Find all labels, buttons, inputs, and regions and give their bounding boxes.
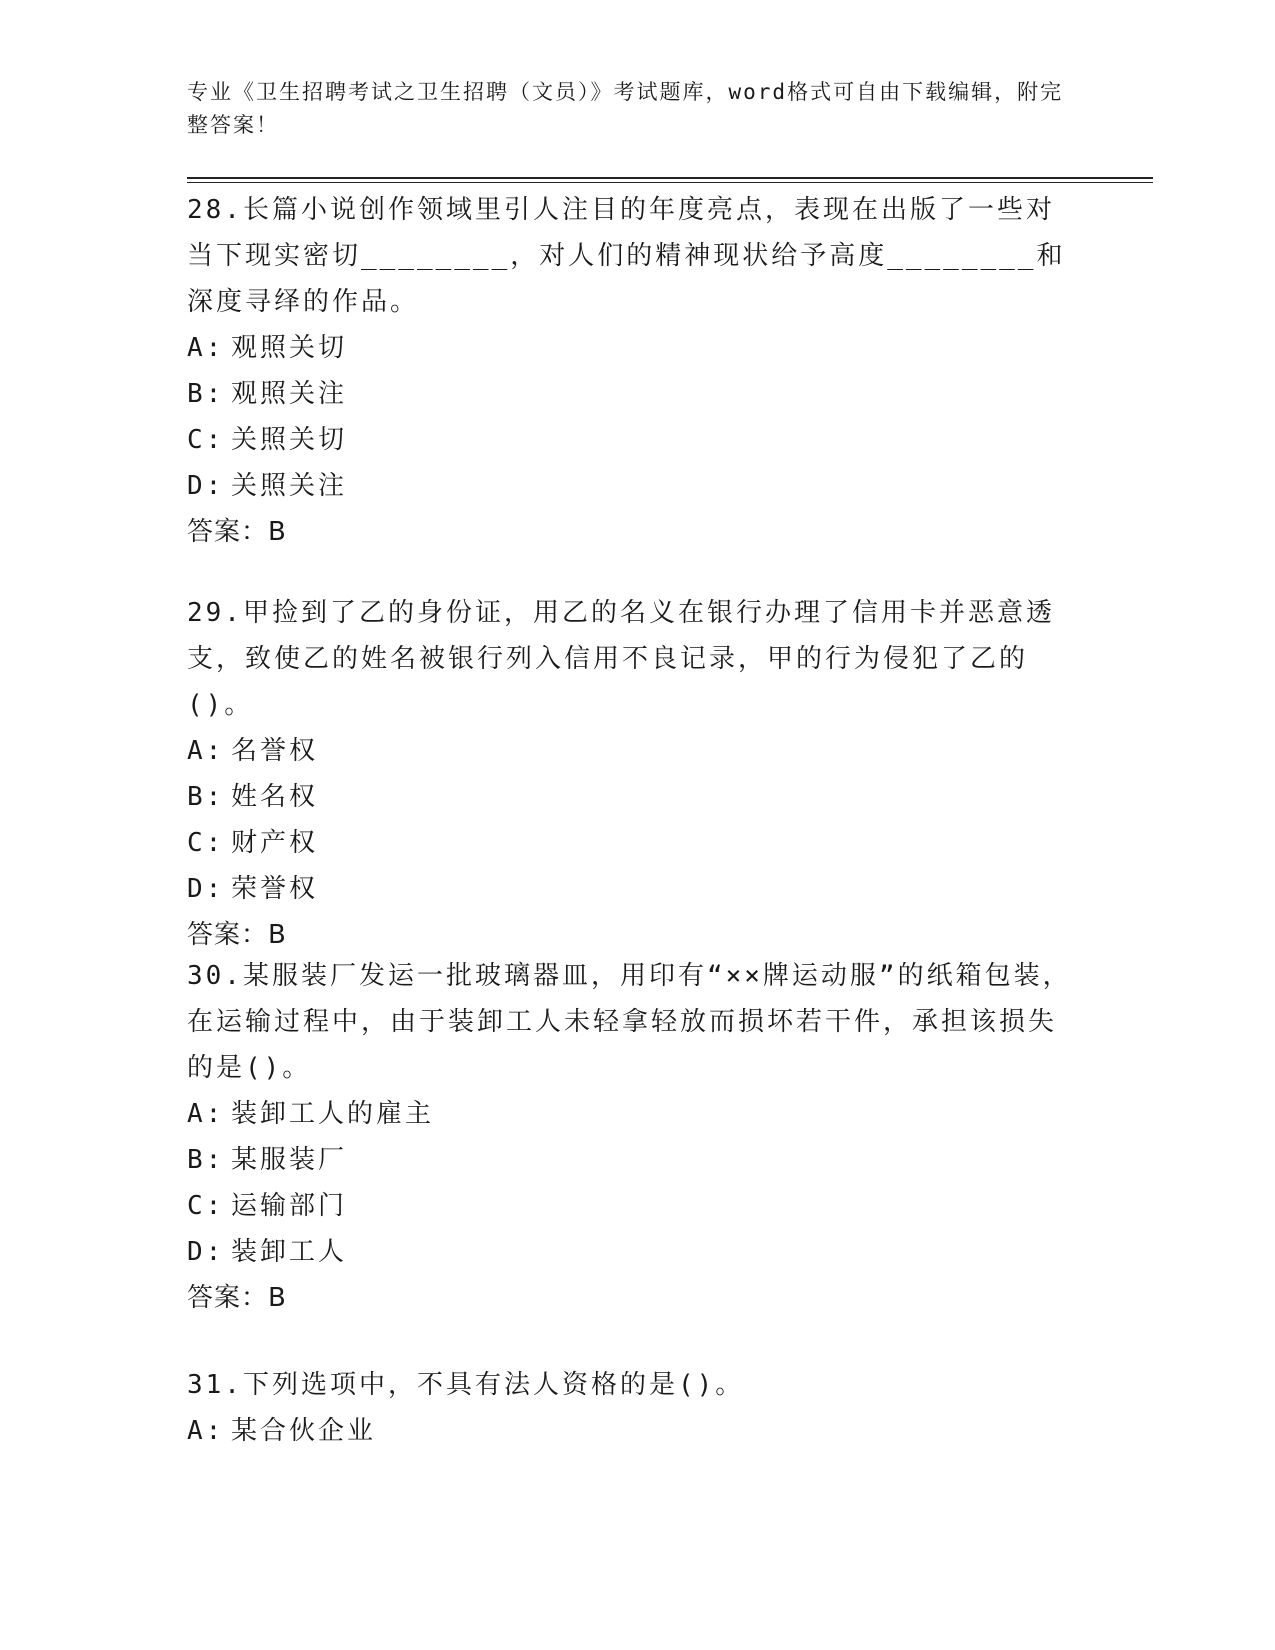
option-c (187, 820, 1087, 866)
option-text: 装卸工人 (231, 1237, 348, 1267)
option-text: 运输部门 (231, 1191, 348, 1221)
option-b (187, 371, 1087, 417)
option-d (187, 463, 1087, 509)
option-key: D: (187, 1237, 225, 1267)
question-stem: 甲捡到了乙的身份证，用乙的名义在银行办理了信用卡并恶意透支，致使乙的姓名被银行列入信用不良记录，甲的行为侵犯了乙的()。 (187, 598, 1055, 720)
option-a (187, 325, 1087, 371)
option-a (187, 1091, 1087, 1137)
option-a (187, 728, 1087, 774)
document-header: 专业《卫生招聘考试之卫生招聘（文员）》考试题库，word格式可自由下载编辑，附完整答案！ (187, 80, 1064, 137)
option-a (187, 1408, 1087, 1454)
answer-line: 答案：B (187, 1283, 287, 1313)
option-d (187, 1229, 1087, 1275)
option-c (187, 1183, 1087, 1229)
question-28 (187, 187, 1087, 555)
option-key: B: (187, 782, 225, 812)
header-rule-thin (187, 182, 1153, 183)
option-text: 关照关注 (231, 471, 348, 501)
option-text: 关照关切 (231, 425, 348, 455)
option-key: D: (187, 874, 225, 904)
option-key: A: (187, 1416, 225, 1446)
option-key: C: (187, 425, 225, 455)
option-key: C: (187, 1191, 225, 1221)
option-text: 姓名权 (231, 782, 319, 812)
option-key: A: (187, 736, 225, 766)
option-key: C: (187, 828, 225, 858)
option-text: 装卸工人的雇主 (231, 1099, 435, 1129)
option-key: B: (187, 379, 225, 409)
option-text: 荣誉权 (231, 874, 319, 904)
question-stem: 某服装厂发运一批玻璃器皿，用印有“××牌运动服”的纸箱包装，在运输过程中，由于装卸工人未轻拿轻放而损坏若干件，承担该损失的是()。 (187, 961, 1072, 1083)
answer-line: 答案：B (187, 920, 287, 950)
option-b (187, 1137, 1087, 1183)
question-number: 31. (187, 1370, 243, 1400)
question-text (187, 590, 1072, 728)
question-number: 28. (187, 195, 243, 225)
question-stem: 下列选项中，不具有法人资格的是()。 (242, 1370, 745, 1400)
option-text: 某合伙企业 (231, 1416, 377, 1446)
option-text: 财产权 (231, 828, 319, 858)
option-key: A: (187, 1099, 225, 1129)
option-text: 观照关注 (231, 379, 348, 409)
question-text (187, 1362, 1072, 1408)
question-text (187, 953, 1072, 1091)
question-text (187, 187, 1072, 325)
option-d (187, 866, 1087, 912)
question-number: 30. (187, 961, 243, 991)
option-text: 观照关切 (231, 333, 348, 363)
option-key: D: (187, 471, 225, 501)
option-key: B: (187, 1145, 225, 1175)
option-text: 某服装厂 (231, 1145, 348, 1175)
option-text: 名誉权 (231, 736, 319, 766)
question-31 (187, 1362, 1087, 1454)
header-rule-thick (187, 177, 1153, 179)
question-number: 29. (187, 598, 243, 628)
option-b (187, 774, 1087, 820)
question-29 (187, 590, 1087, 958)
answer-line: 答案：B (187, 517, 287, 547)
option-c (187, 417, 1087, 463)
question-stem: 长篇小说创作领域里引人注目的年度亮点，表现在出版了一些对当下现实密切________，对人们的精神现状给予高度________和深度寻绎的作品。 (187, 195, 1066, 317)
question-30 (187, 953, 1087, 1321)
option-key: A: (187, 333, 225, 363)
